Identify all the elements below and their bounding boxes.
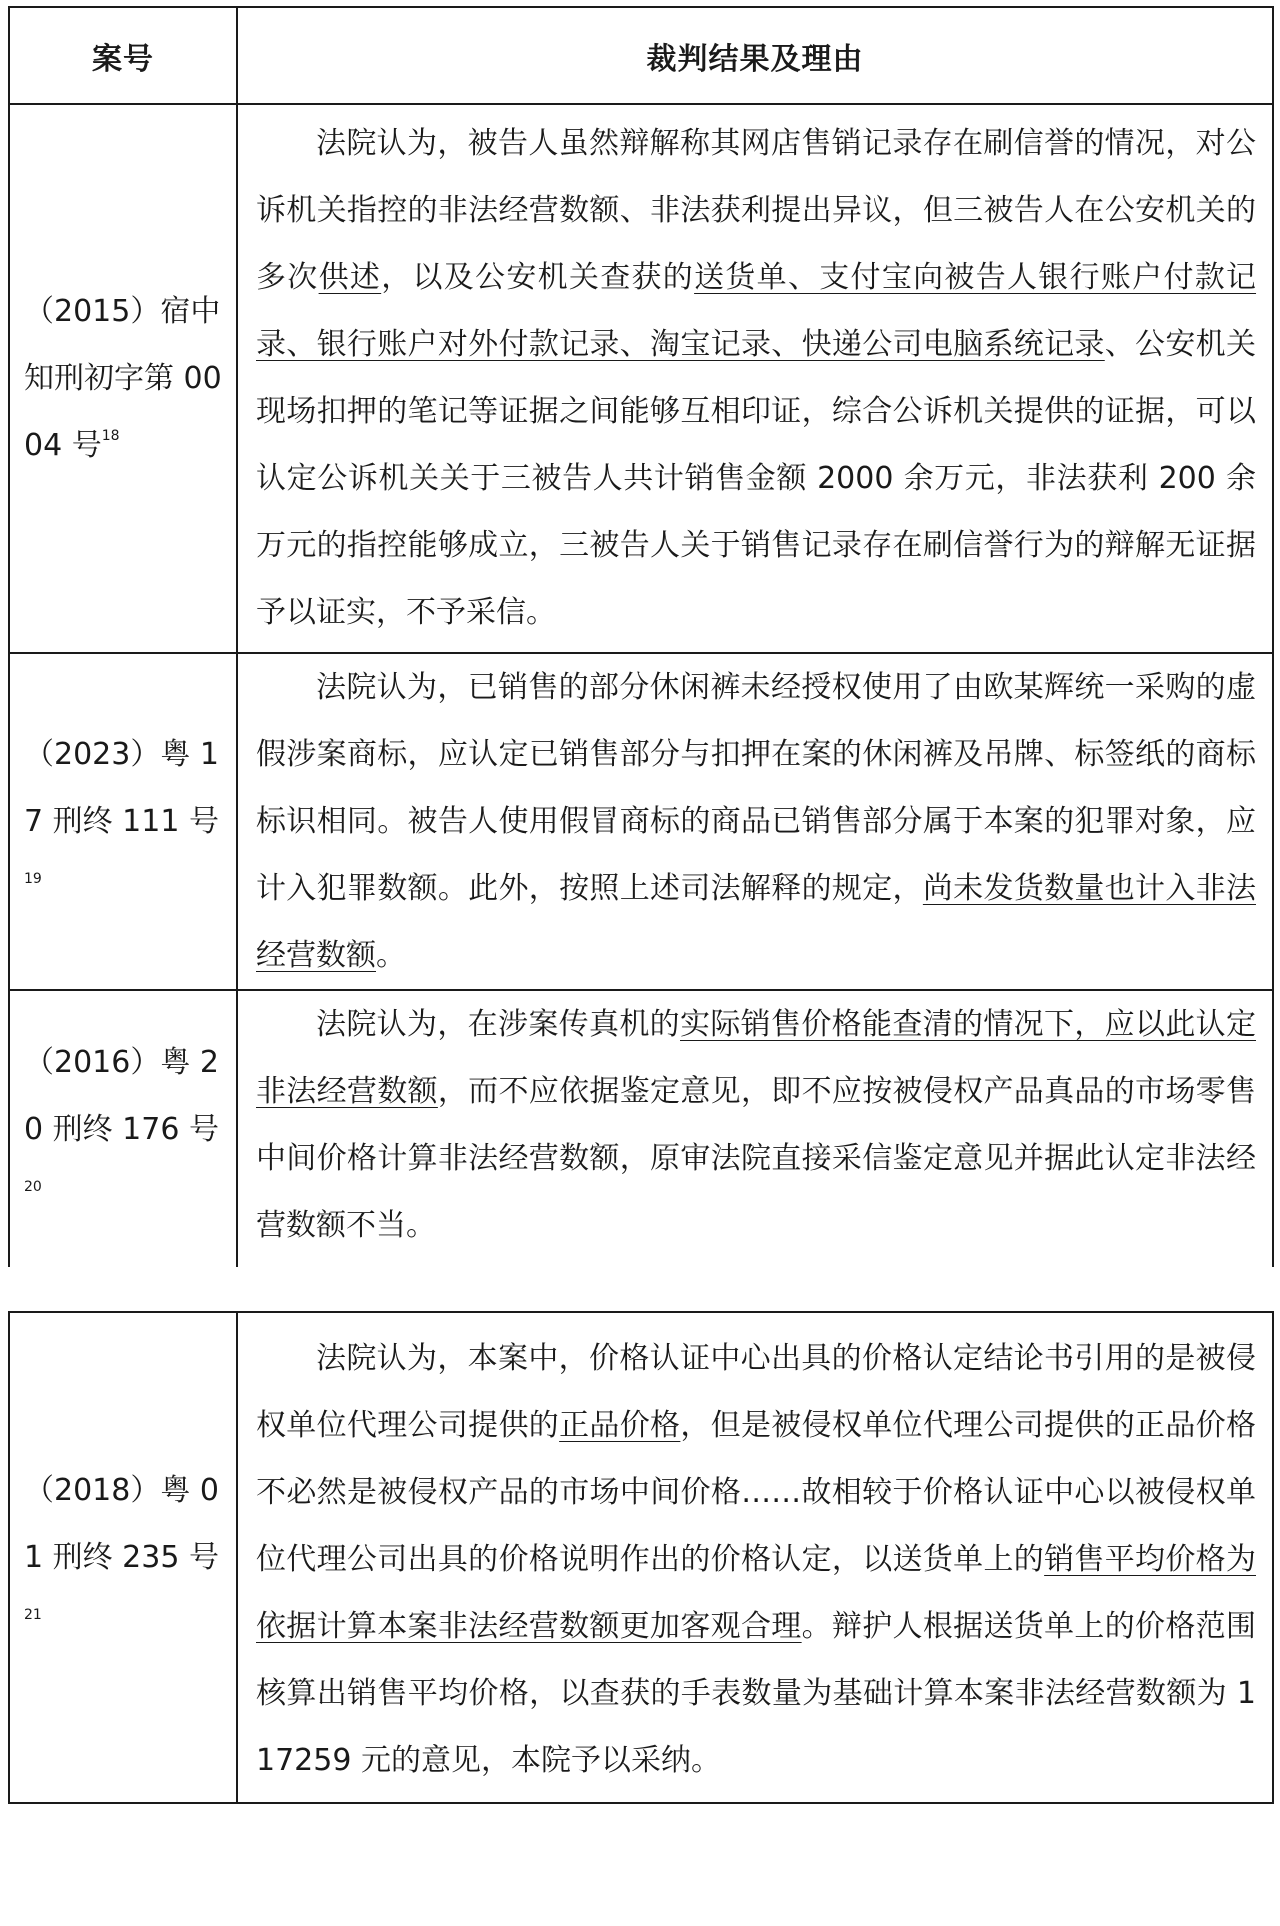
header-judgment-result: 裁判结果及理由 bbox=[237, 7, 1273, 104]
case-number: （2016）粤 20 刑终 176 号 bbox=[24, 1044, 219, 1147]
underlined-text: 送货单、支付宝向被告人银行账户付款记录、银行账户对外付款记录、淘宝记录、快递公司电脑系统记录 bbox=[256, 260, 1257, 362]
footnote-ref: 20 bbox=[24, 1178, 42, 1195]
table-header-row bbox=[9, 7, 1273, 104]
underlined-text: 实际销售价格能查清的情况下，应以此认定非法经营数额 bbox=[256, 1007, 1256, 1109]
header-case-number: 案号 bbox=[9, 7, 237, 104]
case-table bbox=[8, 6, 1274, 1267]
underlined-text: 销售平均价格为依据计算本案非法经营数额更加客观合理 bbox=[256, 1542, 1256, 1644]
footnote-ref: 18 bbox=[101, 428, 120, 444]
case-number: （2015）宿中知刑初字第 0004 号 bbox=[24, 294, 222, 463]
judgment-text: 法院认为，被告人虽然辩解称其网店售销记录存在刷信誉的情况，对公诉机关指控的非法经营数额、非法获利提出异议，但三被告人在公安机关的多次供述，以及公安机关查获的送货单、支付宝向被告人银行账户付款记录、银行账户对外付款记录、淘宝记录、快递公司电脑系统记录、公安机关现场扣押的笔记等证据之间能够互相印证，综合公诉机关提供的证据，可以认定公诉机关关于三被告人共计销售金额 2000 余万元，非法获利 200 余万元的指控能够成立，三被告人关于销售记录存在刷信誉行为的辩解无证据予以证实，不予采信。 bbox=[237, 104, 1273, 653]
case-number: （2018）粤 01 刑终 235 号 bbox=[24, 1473, 219, 1575]
case-table-continued bbox=[8, 1311, 1274, 1804]
case-number-cell bbox=[9, 990, 237, 1267]
table-row bbox=[9, 1312, 1273, 1803]
underlined-text: 尚未发货数量也计入非法经营数额 bbox=[256, 871, 1256, 973]
case-number-cell bbox=[9, 1312, 237, 1803]
footnote-ref: 19 bbox=[24, 871, 42, 887]
underlined-text: 供述 bbox=[318, 260, 382, 295]
table-row bbox=[9, 104, 1273, 653]
table-row bbox=[9, 990, 1273, 1267]
table-row bbox=[9, 653, 1273, 990]
judgment-text: 法院认为，本案中，价格认证中心出具的价格认定结论书引用的是被侵权单位代理公司提供的正品价格，但是被侵权单位代理公司提供的正品价格不必然是被侵权产品的市场中间价格……故相较于价格认证中心以被侵权单位代理公司出具的价格说明作出的价格认定，以送货单上的销售平均价格为依据计算本案非法经营数额更加客观合理。辩护人根据送货单上的价格范围核算出销售平均价格，以查获的手表数量为基础计算本案非法经营数额为 117259 元的意见，本院予以采纳。 bbox=[237, 1312, 1273, 1803]
case-number-cell bbox=[9, 104, 237, 653]
footnote-ref: 21 bbox=[24, 1607, 42, 1623]
case-number-cell bbox=[9, 653, 237, 990]
judgment-text: 法院认为，已销售的部分休闲裤未经授权使用了由欧某辉统一采购的虚假涉案商标，应认定已销售部分与扣押在案的休闲裤及吊牌、标签纸的商标标识相同。被告人使用假冒商标的商品已销售部分属于本案的犯罪对象，应计入犯罪数额。此外，按照上述司法解释的规定，尚未发货数量也计入非法经营数额。 bbox=[237, 653, 1273, 990]
judgment-text: 法院认为，在涉案传真机的实际销售价格能查清的情况下，应以此认定非法经营数额，而不应依据鉴定意见，即不应按被侵权产品真品的市场零售中间价格计算非法经营数额，原审法院直接采信鉴定意见并据此认定非法经营数额不当。 bbox=[237, 990, 1273, 1267]
underlined-text: 正品价格 bbox=[559, 1408, 681, 1443]
case-number: （2023）粤 17 刑终 111 号 bbox=[24, 737, 219, 839]
